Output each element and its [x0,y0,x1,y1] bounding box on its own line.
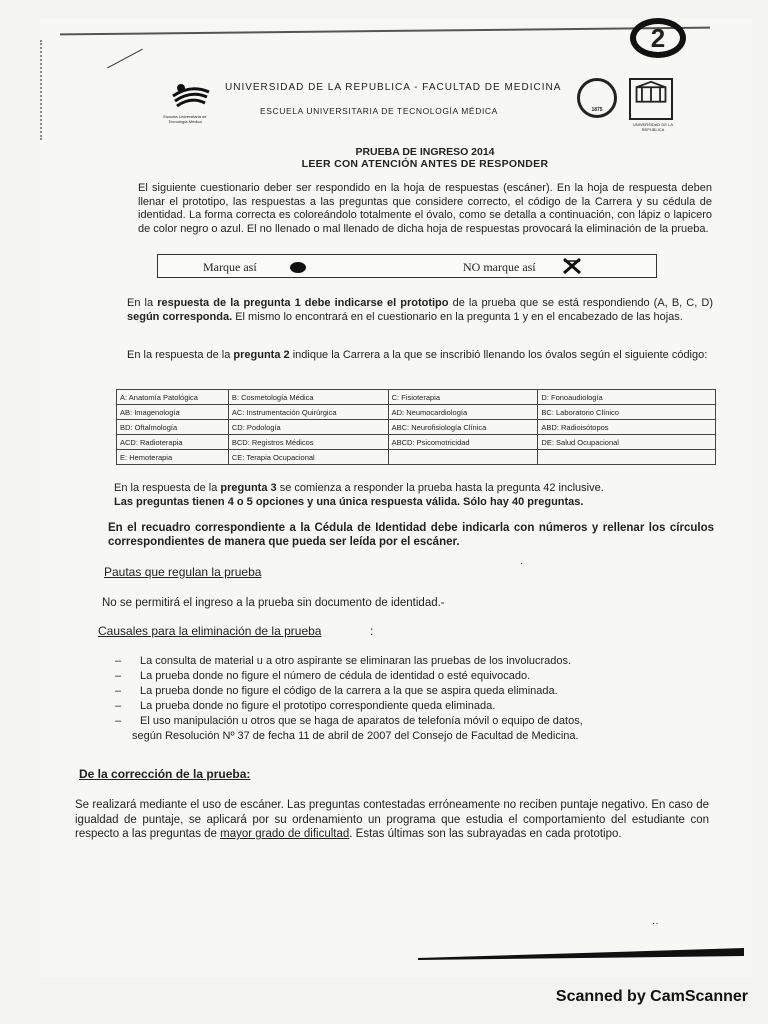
stray-mark: · [520,558,524,569]
list-item: – La prueba donde no figure el prototipo correspondiente queda eliminada. [115,700,496,712]
list-item: – La prueba donde no figure el código de la carrera a la que se aspira queda eliminada. [115,685,558,697]
list-item: – La consulta de material u a otro aspirante se eliminaran las pruebas de los involucrados. [115,655,572,667]
pautas-heading: Pautas que regulan la prueba [104,565,262,579]
list-item: – La prueba donde no figure el número de cédula de identidad o esté equivocado. [115,670,531,682]
university-logo-icon [629,78,673,120]
table-cell [388,450,538,465]
list-item-continuation: según Resolución Nº 37 de fecha 11 de abril de 2007 del Consejo de Facultad de Medicina. [132,730,579,742]
table-cell: D: Fonoaudiología [538,390,716,405]
q1-text-b: de la prueba que se está respondiendo (A, B, C, D) [448,297,713,309]
table-cell: AB: Imagenología [117,405,229,420]
correccion-text-a: Se realizará mediante el uso de escáner. Las preguntas contestadas erróneamente no reciben puntaje negativo. En caso de igualdad de puntaje, se aplicará por su ordenamiento un programa que estudia el comportamiento del estudiante con respecto a las preguntas de [75,799,709,840]
university-logo-caption: UNIVERSIDAD DE LA REPUBLICA [632,122,673,132]
q1-text-bold-a: respuesta de la pregunta 1 debe indicarse el prototipo [157,297,449,309]
table-row [117,420,716,435]
causales-list [115,654,715,744]
q2-text-bold: pregunta 2 [233,349,290,361]
table-cell: AD: Neumocardiología [388,405,538,420]
school-logo-icon [171,82,211,110]
table-cell: ABD: Radioisótopos [538,420,716,435]
table-cell: B: Cosmetología Médica [228,390,388,405]
table-cell: BCD: Registros Médicos [228,435,388,450]
table-cell: C: Fisioterapia [388,390,538,405]
question-2-instructions [127,349,713,363]
causales-heading: Causales para la eliminación de la prueba [98,624,322,638]
q3-text-b: se comienza a responder la prueba hasta la pregunta 42 inclusive. [276,482,604,494]
mark-correct-label: Marque así [203,260,257,274]
q2-text-b: indique la Carrera a la que se inscribió llenando los óvalos según el siguiente código: [289,349,708,361]
exam-title: PRUEBA DE INGRESO 2014 [355,146,495,158]
university-name: UNIVERSIDAD DE LA REPUBLICA - FACULTAD DE MEDICINA [225,82,562,93]
q1-text-bold-b: según corresponda. [127,310,233,323]
q2-text-a: En la respuesta de la [127,349,234,361]
q1-text-a: En la [127,297,158,309]
correccion-text-b: . Estas últimas son las subrayadas en cada prototipo. [349,828,622,840]
stray-mark: ·· [652,918,659,929]
exam-subtitle: LEER CON ATENCIÓN ANTES DE RESPONDER [301,158,549,170]
document-header [165,78,690,132]
faculty-seal-icon [577,78,617,118]
q3-options-note: Las preguntas tienen 4 o 5 opciones y una única respuesta válida. Sólo hay 40 preguntas. [114,495,584,508]
mark-incorrect-label: NO marque así [463,260,536,274]
table-row [117,390,716,405]
table-cell [538,450,716,465]
circled-page-number: 2 [630,18,686,58]
correccion-heading: De la corrección de la prueba: [79,767,251,781]
seal-year: 1875 [591,107,603,113]
table-cell: ACD: Radioterapia [117,435,229,450]
table-cell: E: Hemoterapia [117,450,229,465]
table-cell: A: Anatomía Patológica [117,390,229,405]
list-item: – El uso manipulación u otros que se haga de aparatos de telefonía móvil o equipo de datos, [115,715,583,727]
camscanner-watermark: Scanned by CamScanner [555,988,748,1005]
crossed-oval-icon [562,257,582,275]
colon-mark: : [370,624,374,638]
table-cell: CD: Podología [228,420,388,435]
table-cell: DE: Salud Ocupacional [538,435,716,450]
scan-bottom-edge [418,948,744,960]
table-cell: AC: Instrumentación Quirúrgica [228,405,388,420]
table-cell: CE: Terapia Ocupacional [228,450,388,465]
intro-paragraph: El siguiente cuestionario deber ser respondido en la hoja de respuestas (escáner). En la hoja de respuesta deben llenar el prototipo, las respuestas a las preguntas que considere correcto, el código de la Carrera y su cédula de identidad. La forma correcta es coloreándolo totalmente el óvalo, como se detalla a continuación, con lápiz o lapicero de color negro o azul. El no llenado o mal llenado de dicha hoja de respuestas provocará la eliminación de la prueba. [138,182,712,235]
table-cell: BC: Laboratorio Clínico [538,405,716,420]
pautas-text: No se permitirá el ingreso a la prueba sin documento de identidad.- [102,597,445,609]
filled-oval-icon [290,262,306,273]
table-row [117,405,716,420]
table-row [117,450,716,465]
table-cell: BD: Oftalmología [117,420,229,435]
school-logo-caption: Escuela Universitaria de Tecnología Médica [163,114,207,124]
table-row [117,435,716,450]
table-cell: ABCD: Psicomotricidad [388,435,538,450]
margin-dots [40,40,48,140]
correccion-paragraph [75,798,709,842]
q1-text-c: El mismo lo encontrará en el cuestionario en la pregunta 1 y en el encabezado de las hojas. [232,310,683,323]
q3-text-bold: pregunta 3 [220,482,277,494]
correccion-underlined: mayor grado de dificultad [220,828,350,840]
marking-example-box [157,254,657,278]
cedula-instructions: En el recuadro correspondiente a la Cédula de Identidad debe indicarla con números y rellenar los círculos correspondientes de manera que pueda ser leída por el escáner. [108,522,714,548]
question-3-instructions [114,482,714,509]
question-1-instructions [127,297,713,324]
school-name: ESCUELA UNIVERSITARIA DE TECNOLOGÍA MÉDICA [260,106,498,116]
table-cell: ABC: Neurofisiología Clínica [388,420,538,435]
q3-text-a: En la respuesta de la [114,482,221,494]
career-codes-table [116,389,716,465]
